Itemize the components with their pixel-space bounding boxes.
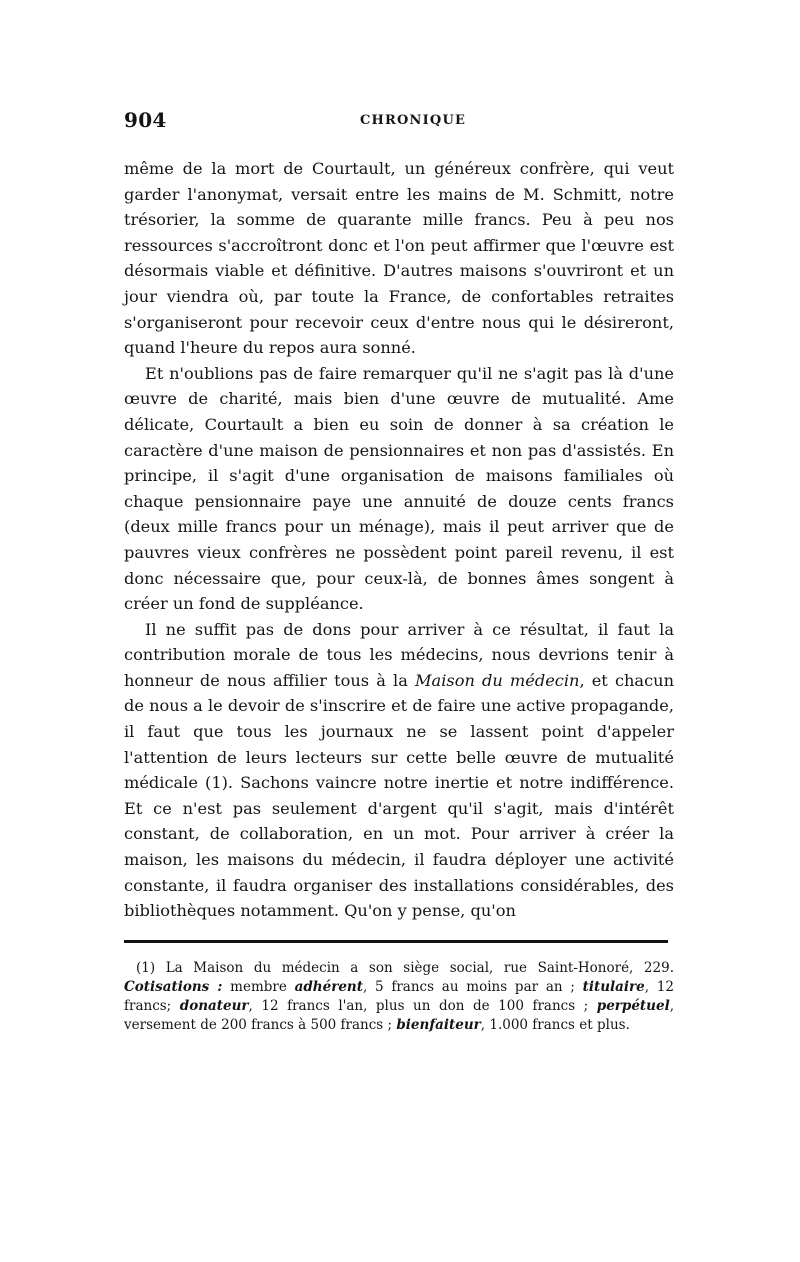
document-page bbox=[124, 108, 674, 1036]
footnote-term: adhérent bbox=[294, 979, 363, 996]
footnote-text: , 1.000 francs et plus. bbox=[480, 1017, 630, 1034]
footnote-text: , versement de 200 francs à 500 francs ; bbox=[124, 998, 675, 1034]
page-number: 904 bbox=[124, 108, 167, 132]
institution-name: Maison du médecin bbox=[414, 670, 580, 690]
footnote-intro: (1) La Maison du médecin a son siège social, rue Saint-Honoré, 229. bbox=[136, 959, 674, 976]
footnote-text: membre bbox=[222, 979, 295, 996]
paragraph bbox=[124, 617, 674, 924]
paragraph-text: Il ne suffit pas de dons pour arriver à ce résultat, il faut la contribution morale de tous les médecins, nous devrions tenir à honneur de nous affilier tous à la bbox=[124, 619, 674, 690]
footnote-term: Cotisations : bbox=[124, 979, 223, 996]
footnote-text: , 5 francs au moins par an ; bbox=[362, 979, 583, 996]
body-text bbox=[124, 156, 674, 924]
footnote-text: , 12 francs; bbox=[124, 979, 674, 1015]
footnote-term: bienfaiteur bbox=[396, 1017, 481, 1034]
footnote-term: titulaire bbox=[582, 979, 645, 996]
footnote bbox=[124, 959, 674, 1036]
running-head: CHRONIQUE bbox=[360, 113, 467, 128]
footnote-term: perpétuel bbox=[596, 998, 670, 1015]
page-header bbox=[124, 108, 674, 136]
paragraph-text: , et chacun de nous a le devoir de s'inscrire et de faire une active propagande, il faut que tous les journaux ne se lassent point d'appeler l'attention de leurs lecteurs sur cette belle œuvre de mutualité médicale (1). Sachons vaincre notre inertie et notre indifférence. Et ce n'est pas seulement d'argent qu'il s'agit, mais d'intérêt constant, de collaboration, en un mot. Pour arriver à créer la maison, les maisons du médecin, il faudra déployer une activité constante, il faudra organiser des installations considérables, des bibliothèques notamment. Qu'on y pense, qu'on bbox=[124, 670, 674, 921]
footnote-text: , 12 francs l'an, plus un don de 100 francs ; bbox=[248, 998, 597, 1015]
footnote-separator bbox=[124, 940, 668, 943]
paragraph: Et n'oublions pas de faire remarquer qu'il ne s'agit pas là d'une œuvre de charité, mais bien d'une œuvre de mutualité. Ame délicate, Courtault a bien eu soin de donner à sa création le caractère d'une maison de pensionnaires et non pas d'assistés. En principe, il s'agit d'une organisation de maisons familiales où chaque pensionnaire paye une annuité de douze cents francs (deux mille francs pour un ménage), mais il peut arriver que de pauvres vieux confrères ne possèdent point pareil revenu, il est donc nécessaire que, pour ceux-là, de bonnes âmes songent à créer un fond de suppléance. bbox=[124, 363, 674, 614]
paragraph: même de la mort de Courtault, un généreux confrère, qui veut garder l'anonymat, versait entre les mains de M. Schmitt, notre trésorier, la somme de quarante mille francs. Peu à peu nos ressources s'accroîtront donc et l'on peut affirmer que l'œuvre est désormais viable et définitive. D'autres maisons s'ouvriront et un jour viendra où, par toute la France, de confortables retraites s'organiseront pour recevoir ceux d'entre nous qui le désireront, quand l'heure du repos aura sonné. bbox=[124, 159, 674, 358]
footnote-term: donateur bbox=[179, 998, 249, 1015]
